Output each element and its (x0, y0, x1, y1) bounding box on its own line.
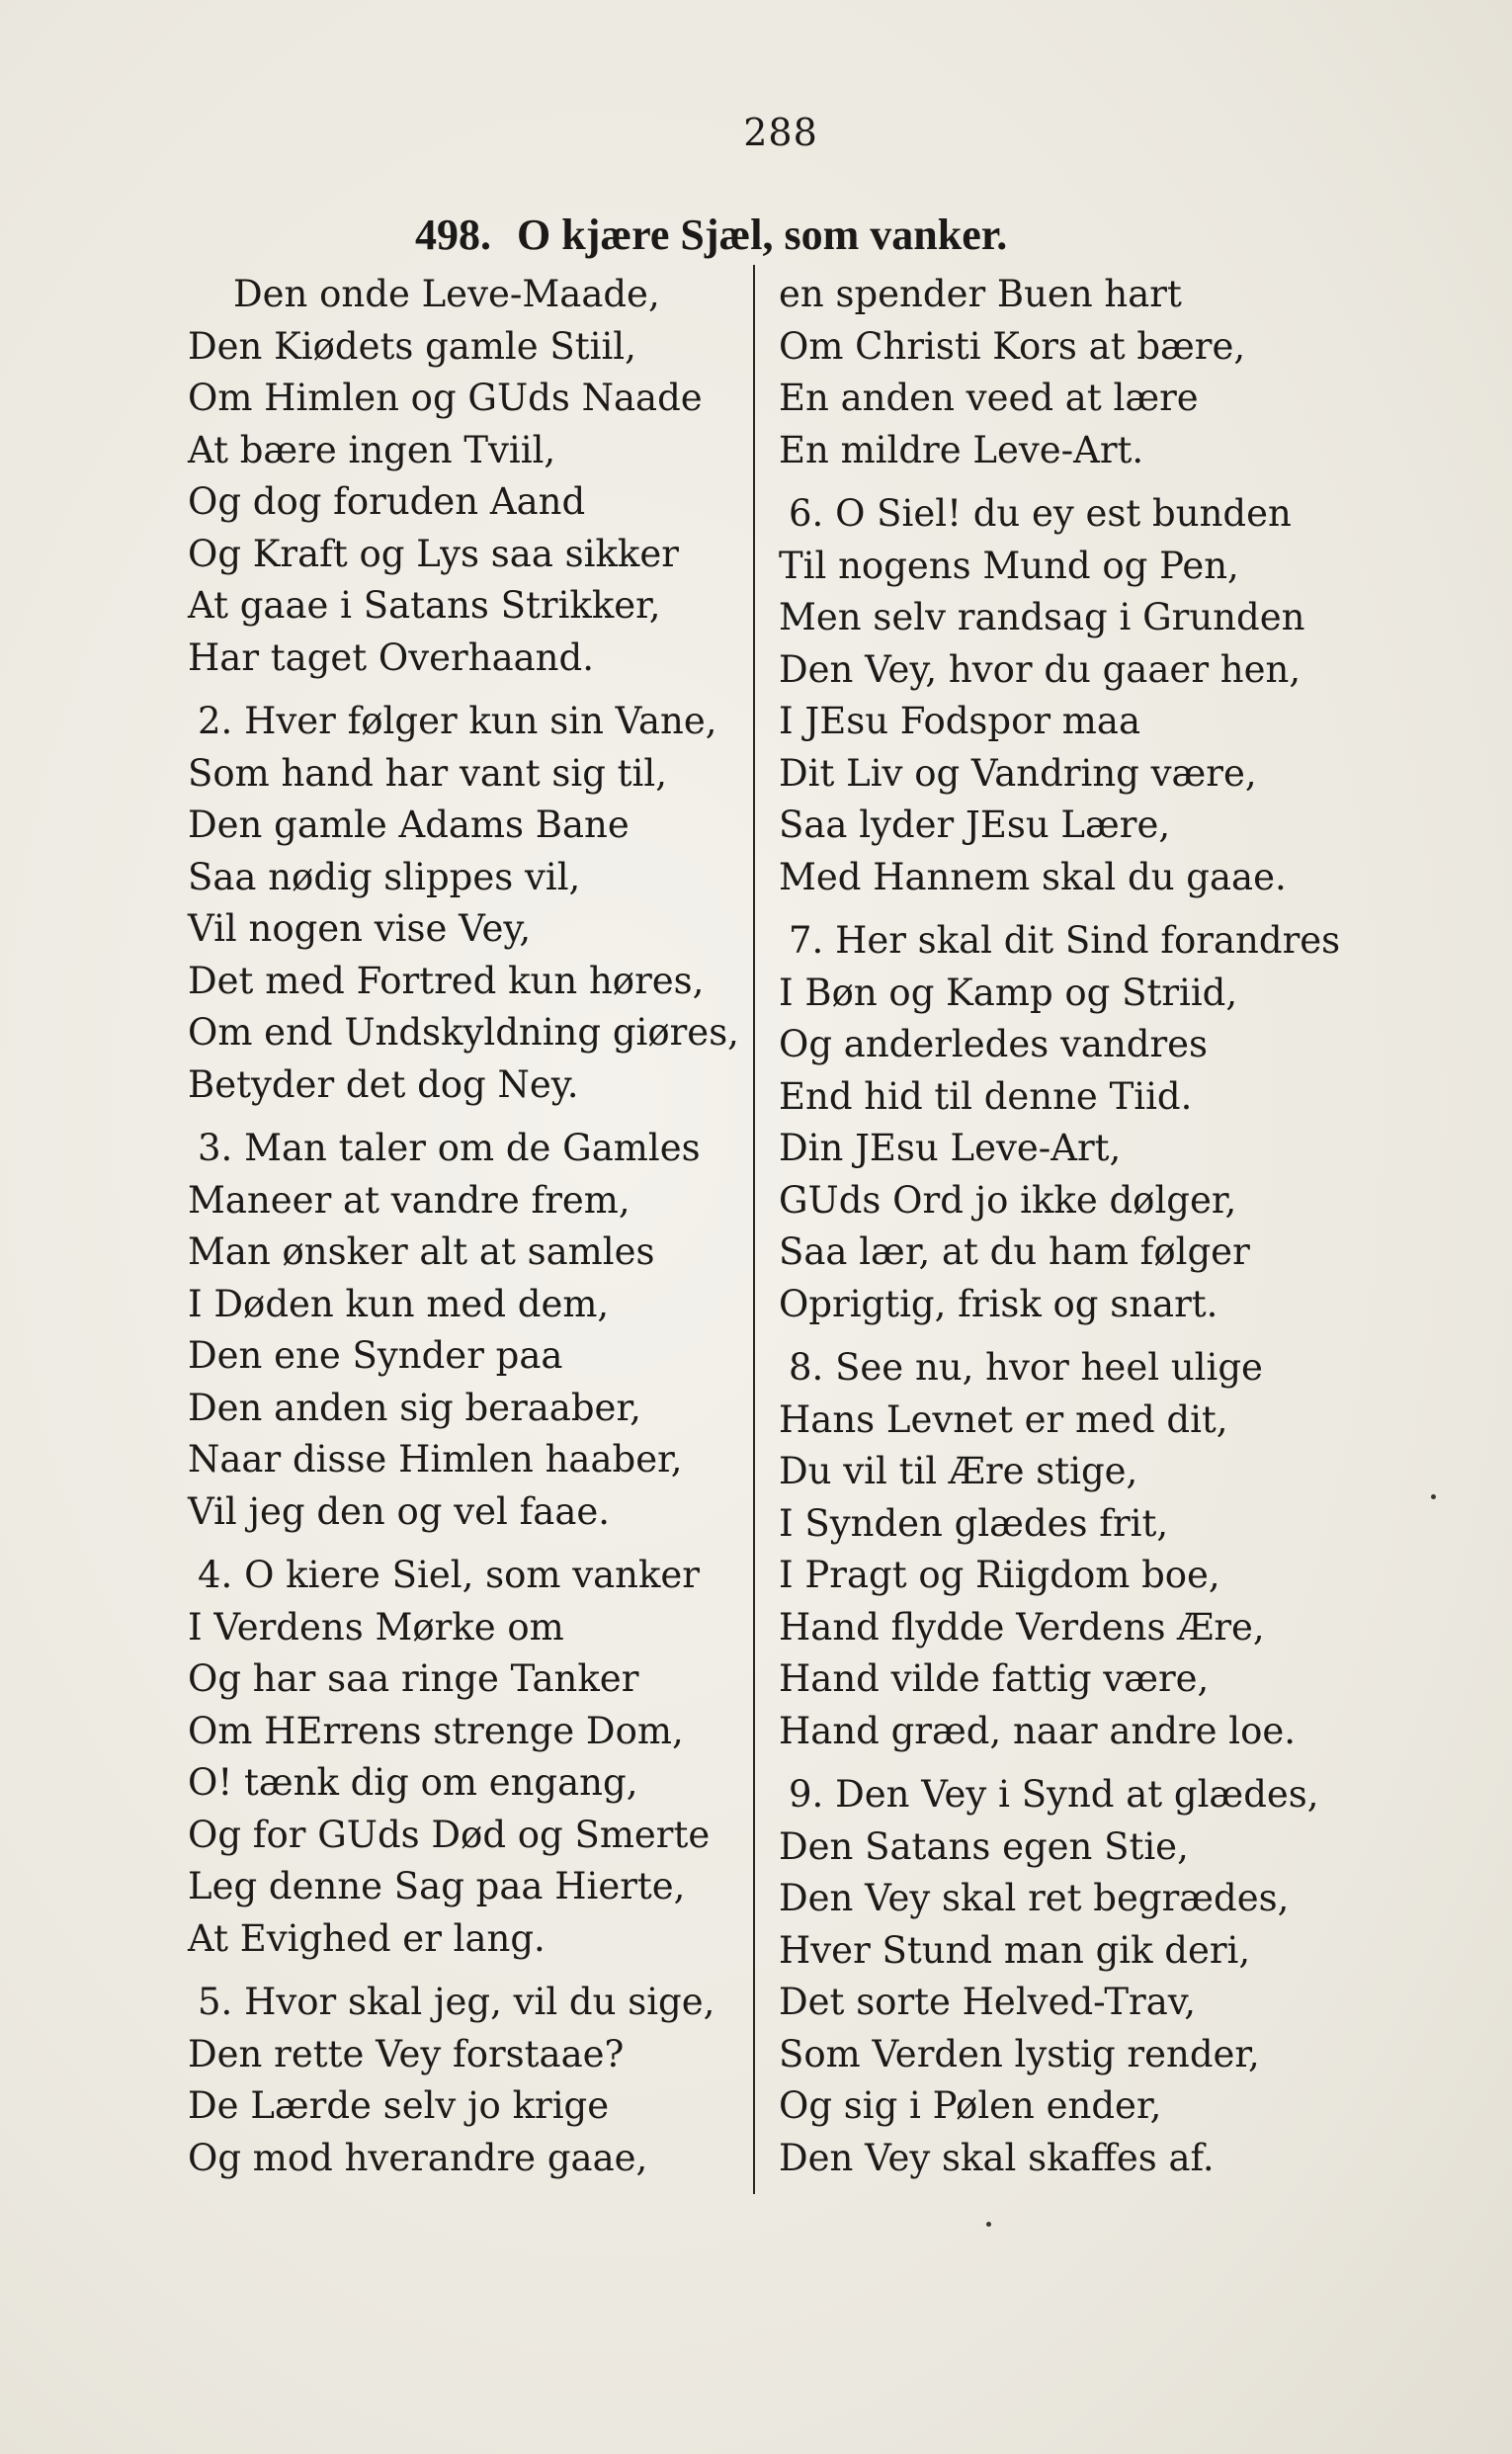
verse-line: Saa lær, at du ham følger (779, 1230, 1250, 1273)
verse-line: Den Vey, hvor du gaaer hen, (779, 647, 1302, 691)
verse-line: Den Vey skal skaffes af. (779, 2136, 1215, 2179)
verse-line: 3. Man taler om de Gamles (198, 1127, 701, 1169)
verse-line: 5. Hvor skal jeg, vil du sige, (198, 1981, 715, 2023)
verse-line: Vil nogen vise Vey, (188, 907, 532, 950)
verse-line: Den ene Synder paa (188, 1334, 563, 1377)
verse-line: At Evighed er lang. (188, 1916, 546, 1960)
verse-line: 7. Her skal dit Sind forandres (789, 919, 1341, 962)
stanza (188, 696, 741, 1111)
verse-line: De Lærde selv jo krige (188, 2084, 610, 2127)
verse-line: Det med Fortred kun høres, (188, 959, 705, 1002)
verse-line: en spender Buen hart (779, 273, 1182, 315)
verse-line: Du vil til Ære stige, (779, 1450, 1138, 1492)
verse-line: Og dog foruden Aand (188, 480, 586, 523)
stanza (188, 1977, 741, 2184)
verse-line: Oprigtig, frisk og snart. (779, 1282, 1218, 1325)
verse-line: Og mod hverandre gaae, (188, 2136, 648, 2179)
verse-line: Maneer at vandre frem, (188, 1178, 630, 1222)
ink-speck (1431, 1494, 1436, 1499)
hymn-number: 498. (415, 211, 491, 259)
verse-line: En mildre Leve-Art. (779, 428, 1144, 471)
verse-line: Hver Stund man gik deri, (779, 1928, 1251, 1972)
stanza (188, 1550, 741, 1965)
ink-speck (986, 2222, 991, 2227)
verse-line: Men selv randsag i Grunden (779, 596, 1305, 638)
verse-line: Man ønsker alt at samles (188, 1230, 655, 1273)
verse-line: Leg denne Sag paa Hierte, (188, 1865, 686, 1907)
right-column (779, 269, 1341, 2196)
stanza (779, 1769, 1332, 2184)
verse-line: O! tænk dig om engang, (188, 1761, 638, 1804)
verse-line: 9. Den Vey i Synd at glædes, (789, 1773, 1319, 1816)
verse-line: Og anderledes vandres (779, 1023, 1209, 1065)
hymn-title (415, 210, 1186, 260)
verse-line: Har taget Overhaand. (188, 635, 594, 679)
verse-line: At gaae i Satans Strikker, (188, 584, 661, 627)
verse-line: En anden veed at lære (779, 377, 1199, 419)
verse-line: Den rette Vey forstaae? (188, 2032, 625, 2075)
verse-line: Hans Levnet er med dit, (779, 1397, 1228, 1441)
verse-line: I Synden glædes frit, (779, 1501, 1169, 1545)
verse-line: Den Kiødets gamle Stiil, (188, 324, 636, 368)
verse-line: 4. O kiere Siel, som vanker (198, 1554, 700, 1596)
verse-line: Den Satans egen Stie, (779, 1824, 1189, 1868)
verse-line: Med Hannem skal du gaae. (779, 855, 1287, 898)
verse-line: Og for GUds Død og Smerte (188, 1813, 711, 1856)
stanza (188, 1123, 741, 1538)
verse-line: Dit Liv og Vandring være, (779, 751, 1257, 795)
verse-line: Vil jeg den og vel faae. (188, 1489, 611, 1533)
verse-line: Betyder det dog Ney. (188, 1062, 579, 1106)
stanza (779, 488, 1332, 903)
stanza (188, 269, 741, 684)
verse-line: Om end Undskyldning giøres, (188, 1011, 739, 1054)
verse-line: I Bøn og Kamp og Striid, (779, 971, 1238, 1014)
verse-line: Til nogens Mund og Pen, (779, 544, 1239, 587)
verse-line: Og Kraft og Lys saa sikker (188, 532, 679, 575)
verse-line: Din JEsu Leve-Art, (779, 1127, 1122, 1169)
verse-line: Saa lyder JEsu Lære, (779, 804, 1171, 846)
verse-line: I Pragt og Riigdom boe, (779, 1554, 1220, 1596)
column-divider (753, 265, 755, 2194)
verse-line: Den onde Leve-Maade, (233, 273, 660, 315)
verse-line: 6. O Siel! du ey est bunden (789, 492, 1292, 535)
hymn-title-text: O kjære Sjæl, som vanker. (517, 211, 1008, 259)
verse-line: 2. Hver følger kun sin Vane, (198, 700, 717, 742)
verse-line: I Verdens Mørke om (188, 1605, 564, 1649)
verse-line: Om Himlen og GUds Naade (188, 377, 703, 419)
verse-line: Som Verden lystig render, (779, 2032, 1260, 2075)
verse-line: Den Vey skal ret begrædes, (779, 1877, 1290, 1919)
verse-line: At bære ingen Tviil, (188, 428, 556, 471)
verse-line: GUds Ord jo ikke dølger, (779, 1178, 1237, 1222)
verse-line: End hid til denne Tiid. (779, 1074, 1193, 1118)
verse-line: Den gamle Adams Bane (188, 804, 630, 846)
verse-line: Og har saa ringe Tanker (188, 1657, 639, 1700)
verse-line: Saa nødig slippes vil, (188, 855, 581, 898)
verse-line: 8. See nu, hvor heel ulige (789, 1346, 1263, 1389)
verse-line: Hand flydde Verdens Ære, (779, 1605, 1265, 1649)
verse-line: Om HErrens strenge Dom, (188, 1709, 684, 1752)
stanza (779, 269, 1332, 476)
verse-line: I Døden kun med dem, (188, 1282, 610, 1325)
verse-line: I JEsu Fodspor maa (779, 700, 1141, 742)
verse-line: Den anden sig beraaber, (188, 1386, 641, 1429)
page-number: 288 (743, 111, 818, 154)
verse-line: Naar disse Himlen haaber, (188, 1438, 683, 1481)
verse-line: Hand vilde fattig være, (779, 1657, 1210, 1700)
stanza (779, 1342, 1332, 1757)
stanza (779, 915, 1341, 1330)
verse-line: Hand græd, naar andre loe. (779, 1709, 1297, 1752)
verse-line: Som hand har vant sig til, (188, 751, 667, 795)
left-column (188, 269, 741, 2196)
verse-line: Og sig i Pølen ender, (779, 2084, 1162, 2127)
verse-line: Det sorte Helved-Trav, (779, 1981, 1197, 2023)
verse-line: Om Christi Kors at bære, (779, 324, 1246, 368)
